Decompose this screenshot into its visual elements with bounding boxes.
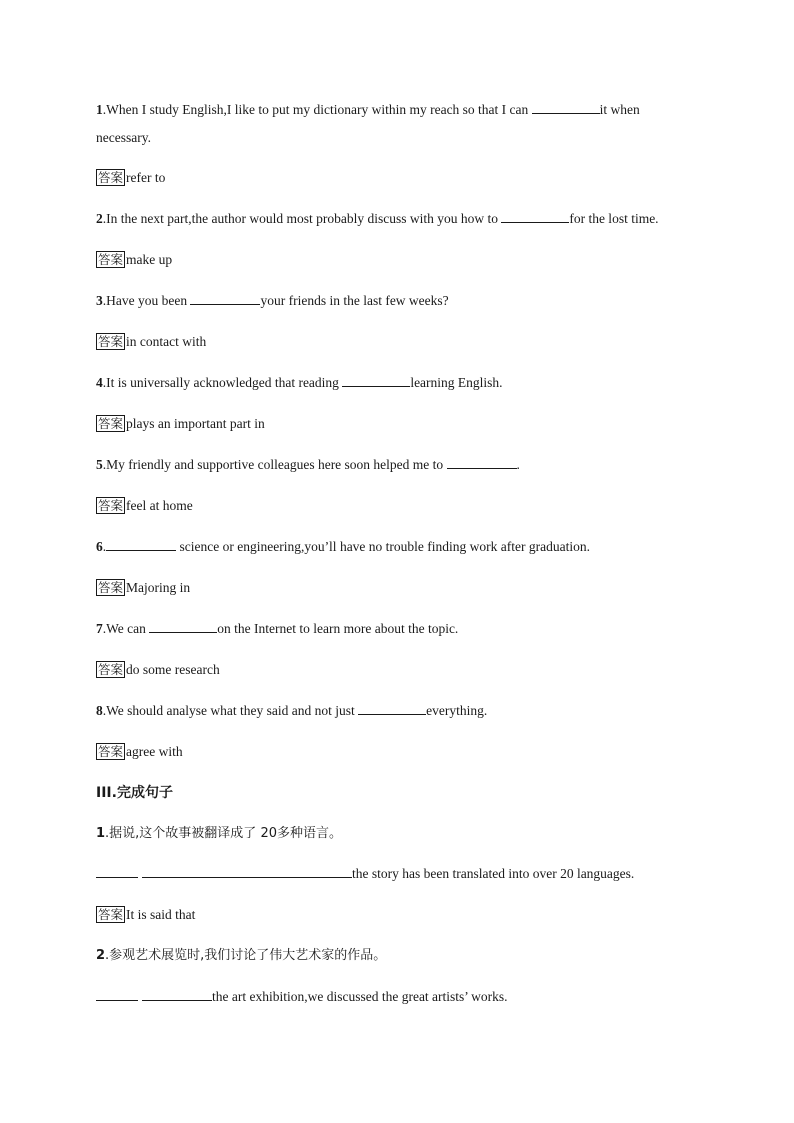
question-text: science or engineering,you’ll have no trouble finding work after graduation. <box>176 539 590 554</box>
answer-label: 答案 <box>98 498 124 513</box>
sentence-text: the story has been translated into over 20 languages. <box>352 866 635 881</box>
question-3 <box>96 292 449 310</box>
question-number: 2 <box>96 211 103 226</box>
question-text: .In the next part,the author would most probably discuss with you how to <box>102 211 502 226</box>
question-number: 7 <box>96 621 103 636</box>
question-1 <box>96 101 640 119</box>
question-number: 8 <box>96 703 103 718</box>
section-title: III.完成句子 <box>96 785 173 801</box>
answer-label: 答案 <box>98 662 124 677</box>
answer-blank[interactable] <box>96 865 138 878</box>
question-7 <box>96 620 458 638</box>
answer-blank[interactable] <box>142 988 212 1001</box>
answer-label: 答案 <box>98 170 124 185</box>
question-text: .It is universally acknowledged that reading <box>102 375 343 390</box>
answer-7 <box>96 661 220 679</box>
answer-4 <box>96 415 265 433</box>
answer-2 <box>96 251 172 269</box>
answer-text: feel at home <box>126 498 193 513</box>
answer-text: Majoring in <box>126 580 191 595</box>
answer-text: do some research <box>126 662 220 677</box>
answer-label: 答案 <box>98 744 124 759</box>
question-6 <box>96 538 590 556</box>
translation-2-sentence <box>96 988 508 1006</box>
prompt-text: .据说,这个故事被翻译成了 20多种语言。 <box>105 826 342 841</box>
answer-text: make up <box>126 252 173 267</box>
translation-1-sentence <box>96 865 634 883</box>
answer-blank[interactable] <box>342 374 410 387</box>
answer-label: 答案 <box>98 252 124 267</box>
answer-label: 答案 <box>98 416 124 431</box>
answer-text: It is said that <box>126 907 196 922</box>
question-text: for the lost time. <box>569 211 659 226</box>
answer-5 <box>96 497 193 515</box>
question-text: . <box>516 457 520 472</box>
answer-label: 答案 <box>98 907 124 922</box>
question-text: .When I study English,I like to put my dictionary within my reach so that I can <box>102 102 532 117</box>
answer-blank[interactable] <box>501 210 569 223</box>
question-number: 6 <box>96 539 103 554</box>
question-8 <box>96 702 487 720</box>
answer-text: agree with <box>126 744 183 759</box>
translation-2-prompt <box>96 947 386 965</box>
question-text: on the Internet to learn more about the topic. <box>217 621 459 636</box>
question-number: 1 <box>96 102 103 117</box>
sentence-text: the art exhibition,we discussed the great artists’ works. <box>212 989 508 1004</box>
answer-blank[interactable] <box>358 702 426 715</box>
question-number: 2 <box>96 948 106 963</box>
answer-blank[interactable] <box>106 538 176 551</box>
answer-blank[interactable] <box>142 865 352 878</box>
question-text: .Have you been <box>102 293 191 308</box>
question-text: . <box>102 539 107 554</box>
answer-text: in contact with <box>126 334 207 349</box>
question-1-continuation: necessary. <box>96 130 151 145</box>
question-text: learning English. <box>410 375 503 390</box>
answer-text: refer to <box>126 170 166 185</box>
question-text: everything. <box>426 703 488 718</box>
answer-blank[interactable] <box>96 988 138 1001</box>
answer-1 <box>96 169 165 187</box>
answer-8 <box>96 743 183 761</box>
answer-blank[interactable] <box>149 620 217 633</box>
answer-blank[interactable] <box>190 292 260 305</box>
answer-label: 答案 <box>98 334 124 349</box>
translation-1-answer <box>96 906 195 924</box>
answer-3 <box>96 333 206 351</box>
question-text: .We should analyse what they said and not just <box>102 703 359 718</box>
answer-label: 答案 <box>98 580 124 595</box>
answer-text: plays an important part in <box>126 416 265 431</box>
question-number: 5 <box>96 457 103 472</box>
answer-blank[interactable] <box>447 456 517 469</box>
question-2 <box>96 210 659 228</box>
question-5 <box>96 456 520 474</box>
answer-blank[interactable] <box>532 101 600 114</box>
question-4 <box>96 374 503 392</box>
prompt-text: .参观艺术展览时,我们讨论了伟大艺术家的作品。 <box>105 948 387 963</box>
question-text: .My friendly and supportive colleagues here soon helped me to <box>102 457 447 472</box>
question-number: 3 <box>96 293 103 308</box>
answer-6 <box>96 579 190 597</box>
question-text: it when <box>599 102 640 117</box>
question-number: 4 <box>96 375 103 390</box>
question-text: your friends in the last few weeks? <box>260 293 449 308</box>
question-text: .We can <box>102 621 150 636</box>
translation-1-prompt <box>96 825 342 843</box>
question-number: 1 <box>96 826 106 841</box>
